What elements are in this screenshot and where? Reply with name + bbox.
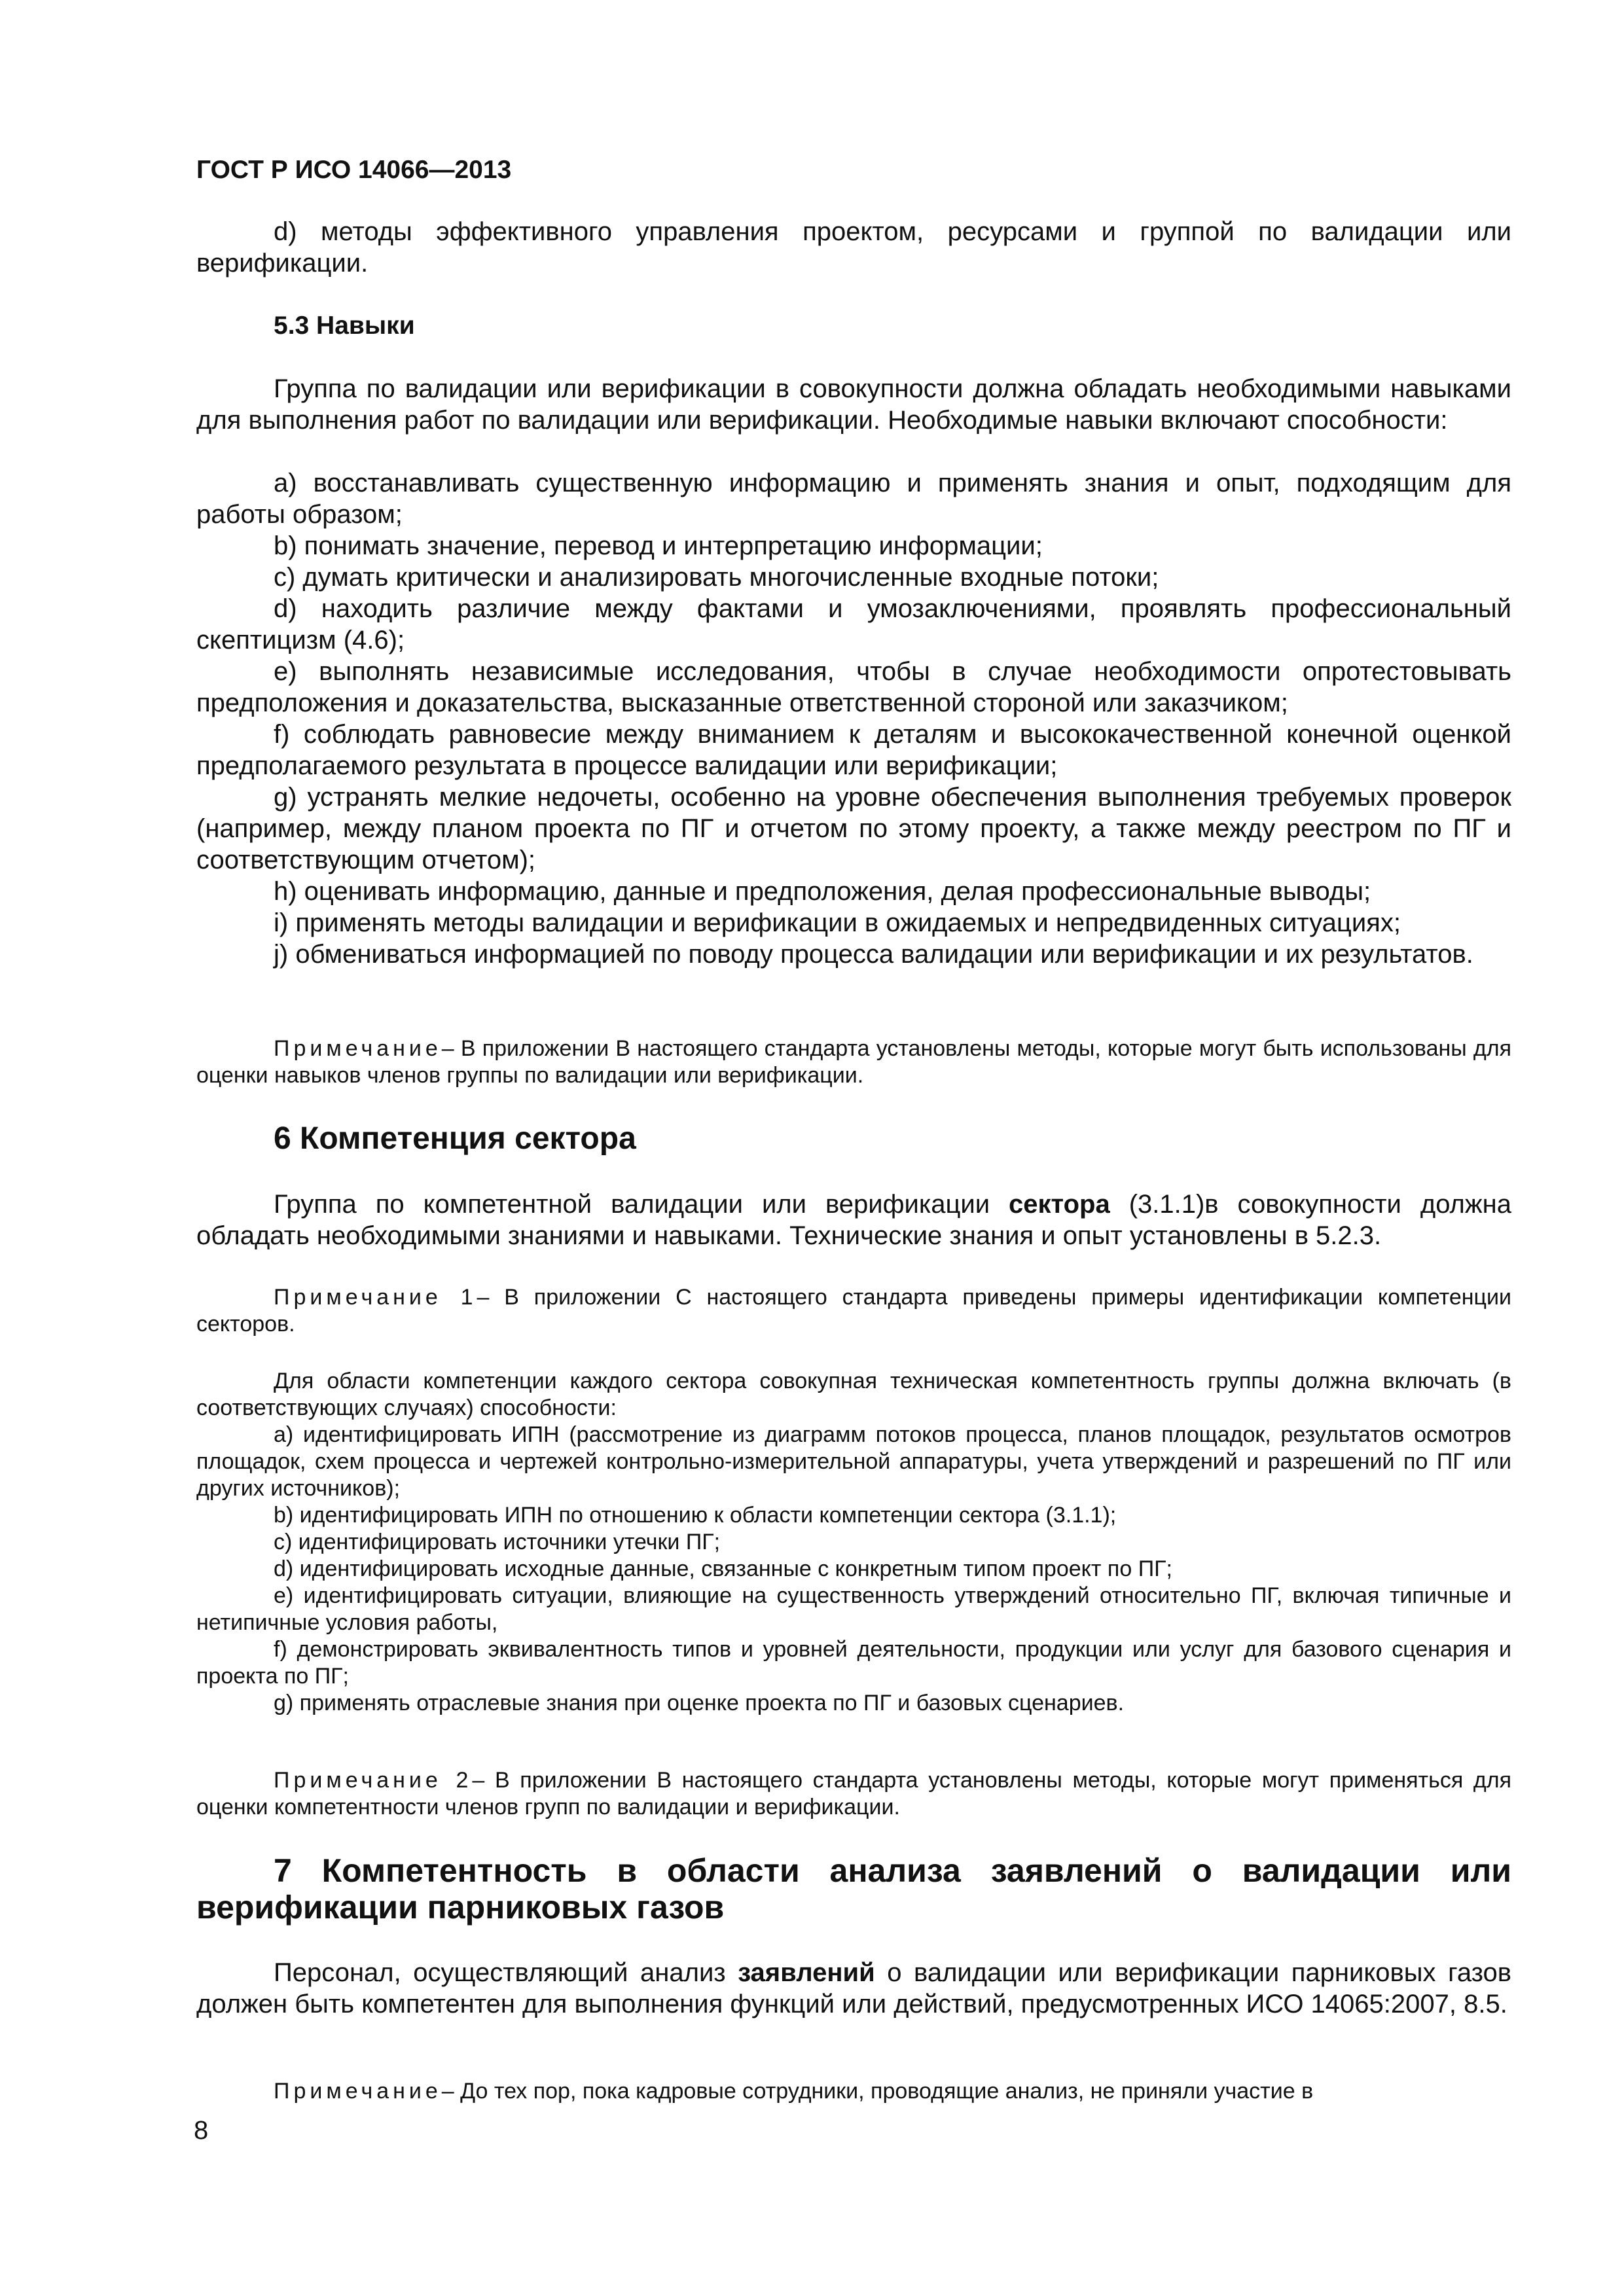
page-number: 8 — [194, 2116, 209, 2145]
note-text: – До тех пор, пока кадровые сотрудники, проводящие анализ, не приняли участие в — [441, 2079, 1314, 2104]
section-7-paragraph — [196, 1957, 1511, 2020]
para-text: Персонал, осуществляющий анализ — [274, 1958, 738, 1987]
list-item: d) находить различие между фактами и умозаключениями, проявлять профессиональный скептицизм (4.6); — [196, 594, 1511, 655]
note-label: Примечание — [274, 1036, 442, 1061]
list-item: c) идентифицировать источники утечки ПГ; — [274, 1530, 721, 1554]
term-bold: заявлений — [738, 1958, 875, 1987]
note-label: Примечание 2 — [274, 1768, 473, 1793]
note-label: Примечание 1 — [274, 1285, 477, 1310]
list-item: b) идентифицировать ИПН по отношению к области компетенции сектора (3.1.1); — [274, 1503, 1117, 1528]
note-text: – В приложении С настоящего стандарта приведены примеры идентификации компетенции секторов. — [196, 1285, 1511, 1336]
section-6-note-2 — [196, 1767, 1511, 1821]
section-5-3-heading: 5.3 Навыки — [274, 312, 415, 340]
section-7-note — [196, 2078, 1511, 2105]
section-6-list — [196, 1422, 1511, 1717]
note-label: Примечание — [274, 2079, 442, 2104]
term-bold: сектора — [1009, 1190, 1110, 1219]
list-item: e) выполнять независимые исследования, чтобы в случае необходимости опротестовывать предположения и доказательства, высказанные ответственной стороной или заказчиком; — [196, 657, 1511, 717]
list-item: g) применять отраслевые знания при оценке проекта по ПГ и базовых сценариев. — [274, 1691, 1125, 1715]
section-5-3-note — [196, 1035, 1511, 1089]
section-5-3-paragraph: Группа по валидации или верификации в совокупности должна обладать необходимыми навыками для выполнения работ по валидации или верификации. Необходимые навыки включают способности: — [196, 374, 1511, 435]
note-text: – В приложении В настоящего стандарта установлены методы, которые могут быть использованы для оценки навыков членов группы по валидации или верификации. — [196, 1036, 1511, 1088]
list-item: j) обмениваться информацией по поводу процесса валидации или верификации и их результатов. — [274, 940, 1473, 969]
document-code: ГОСТ Р ИСО 14066—2013 — [196, 156, 512, 184]
list-item: c) думать критически и анализировать многочисленные входные потоки; — [274, 563, 1159, 592]
section-5-3-list — [196, 467, 1511, 970]
list-item: a) восстанавливать существенную информацию и применять знания и опыт, подходящим для работы образом; — [196, 469, 1511, 529]
list-item: g) устранять мелкие недочеты, особенно на уровне обеспечения выполнения требуемых проверок (например, между планом проекта по ПГ и отчетом по этому проекту, а также между реестром по ПГ и соответствующим отчетом); — [196, 783, 1511, 874]
section-7-heading: 7 Компетентность в области анализа заявлений о валидации или верификации парниковых газов — [196, 1852, 1511, 1926]
section-6-heading: 6 Компетенция сектора — [274, 1121, 636, 1156]
list-item: f) демонстрировать эквивалентность типов и уровней деятельности, продукции или услуг для базового сценария и проекта по ПГ; — [196, 1637, 1511, 1689]
para-text: о валидации или верификации парниковых газов должен быть компетентен для выполнения функций или действий, предусмотренных ИСО 14065:2007, 8.5. — [196, 1958, 1511, 2018]
list-item: h) оценивать информацию, данные и предположения, делая профессиональные выводы; — [274, 877, 1371, 906]
para-text: Группа по компетентной валидации или верификации — [274, 1190, 1009, 1219]
list-item: e) идентифицировать ситуации, влияющие на существенность утверждений относительно ПГ, включая типичные и нетипичные условия работы, — [196, 1583, 1511, 1635]
list-item: f) соблюдать равновесие между вниманием к деталям и высококачественной конечной оценкой предполагаемого результата в процессе валидации или верификации; — [196, 720, 1511, 780]
section-6-paragraph — [196, 1189, 1511, 1251]
section-6-note-1 — [196, 1284, 1511, 1338]
list-item: a) идентифицировать ИПН (рассмотрение из диаграмм потоков процесса, планов площадок, результатов осмотров площадок, схем процесса и чертежей контрольно-измерительной аппаратуры, учета утверждений и разрешений по ПГ или других источников); — [196, 1422, 1511, 1501]
intro-item-d: d) методы эффективного управления проектом, ресурсами и группой по валидации или верификации. — [196, 217, 1511, 278]
list-item: d) идентифицировать исходные данные, связанные с конкретным типом проект по ПГ; — [274, 1556, 1172, 1581]
para-text: (3.1.1)в совокупности должна обладать необходимыми знаниями и навыками. Технические знания и опыт установлены в 5.2.3. — [196, 1190, 1511, 1250]
list-item: b) понимать значение, перевод и интерпретацию информации; — [274, 531, 1043, 560]
list-item: i) применять методы валидации и верификации в ожидаемых и непредвиденных ситуациях; — [274, 908, 1401, 937]
note-text: – В приложении В настоящего стандарта установлены методы, которые могут применяться для оценки компетентности членов групп по валидации и верификации. — [196, 1768, 1511, 1820]
section-6-paragraph-2: Для области компетенции каждого сектора совокупная техническая компетентность группы должна включать (в соответствующих случаях) способности: — [196, 1369, 1511, 1420]
